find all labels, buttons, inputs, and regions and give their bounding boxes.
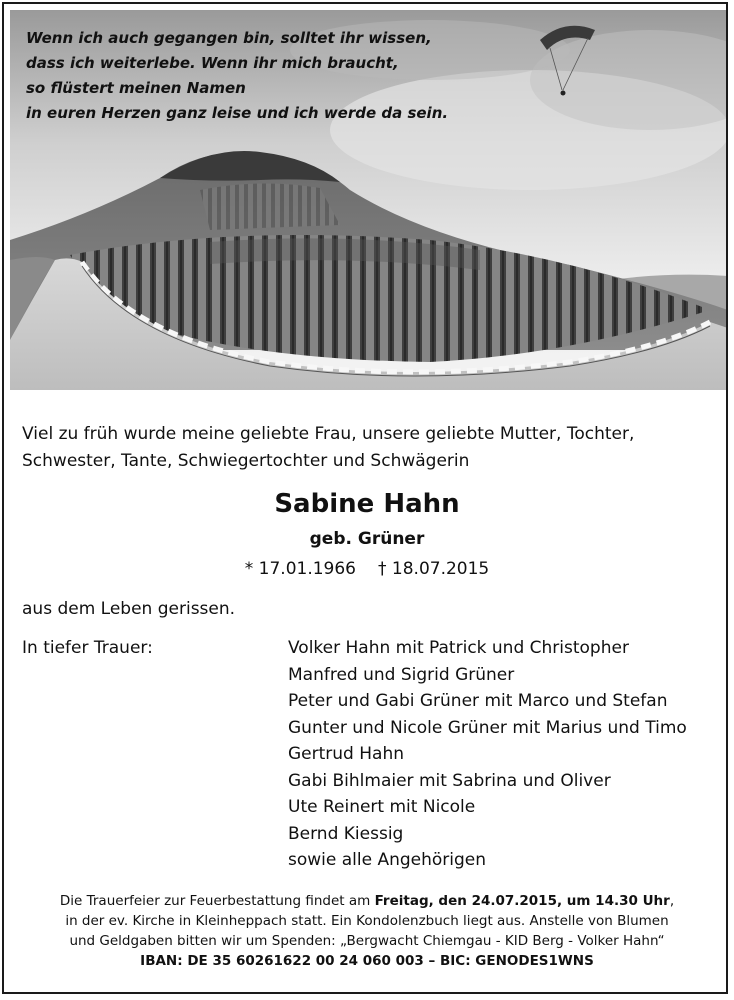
funeral-location: in der ev. Kirche in Kleinheppach statt. Ein Kondolenzbuch liegt aus. Anstelle von Blumen [65,913,669,929]
intro-line: Schwester, Tante, Schwiegertochter und Schwägerin [22,451,470,471]
birth-date: * 17.01.1966 [244,559,356,579]
obituary-notice [2,2,728,994]
death-date: † 18.07.2015 [378,559,490,579]
mourner: Bernd Kiessig [288,823,404,844]
mourner: Peter und Gabi Grüner mit Marco und Stefan [288,691,668,711]
mourner: Manfred und Sigrid Grüner [288,664,515,685]
memorial-poem: Wenn ich auch gegangen bin, solltet ihr wissen, dass ich weiterlebe. Wenn ihr mich braucht, so flüstert meinen Namen in euren Herzen ganz leise und ich werde da sein. [26,29,449,122]
intro-line: Viel zu früh wurde meine geliebte Frau, unsere geliebte Mutter, Tochter, [22,424,635,444]
funeral-info-line [4,891,728,911]
mourning-label: In tiefer Trauer: [22,638,153,658]
mourner: Ute Reinert mit Nicole [288,797,476,817]
mourners-list [288,635,687,874]
funeral-date-end: , [669,893,675,909]
mourner: sowie alle Angehörigen [288,850,487,870]
funeral-date-intro: Die Trauerfeier zur Feuerbestattung findet am [59,893,375,909]
birth-name: geb. Grüner [309,529,425,549]
mourner: Gabi Bihlmaier mit Sabrina und Oliver [288,770,611,791]
intro-text [22,421,634,475]
mourner: Gunter und Nicole Grüner mit Marius und Timo [288,717,687,738]
iban-bic: IBAN: DE 35 60261622 00 24 060 003 – BIC: GENODES1WNS [140,953,594,969]
donation-request: und Geldgaben bitten wir um Spenden: „Bergwacht Chiemgau - KID Berg - Volker Hahn“ [69,933,665,949]
deceased-name: Sabine Hahn [274,489,460,519]
mourner: Gertrud Hahn [288,744,404,764]
funeral-date: Freitag, den 24.07.2015, um 14.30 Uhr [374,893,670,909]
funeral-info [4,891,728,971]
bank-details [4,951,728,971]
passing-text: aus dem Leben gerissen. [22,599,236,619]
mourner: Volker Hahn mit Patrick und Christopher [288,638,629,658]
life-dates [4,555,728,583]
